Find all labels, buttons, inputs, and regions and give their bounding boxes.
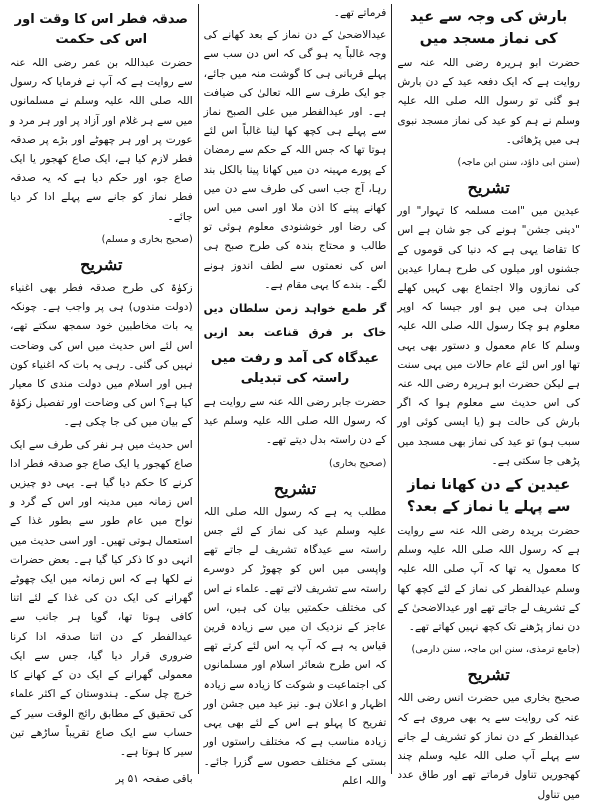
hadith-source: (جامع ترمذی، سنن ابن ماجہ، سنن دارمی)	[411, 644, 580, 656]
tashreeh-heading: تشریح	[80, 255, 123, 275]
explanation-paragraph: مطلب یہ ہے کہ رسول اللہ صلی اللہ علیہ وسلم عید کی نماز کے لئے جس راستہ سے عیدگاہ تشریف لے جاتے تھے واپسی میں اس کو چھوڑ کر دوسرے راستہ سے تشریف لاتے تھے۔ علماء نے اس کی مختلف حکمتیں بیان کی ہیں، اس عاجز کے نزدیک ان میں سے زیادہ قرین قیاس یہ ہے کہ آپ یہ اس لئے کرتے تھے کہ اس طرح شعائر اسلام اور مسلمانوں کی اجتماعیت و شوکت کا زیادہ سے زیادہ اظہار و اعلان ہو۔ نیز عید میں جشن اور تفریح کا پہلو ہے اس کے لئے بھی یہی زیادہ مناسب ہے کہ مختلف راستوں اور بستی کے مختلف حصوں سے گزرا جائے۔ واللہ اعلم	[203, 505, 387, 787]
hadith-ibn-umar: حضرت عبداللہ بن عمر رضی اللہ عنہ سے روایت ہے کہ آپ نے فرمایا کہ رسول اللہ صلی اللہ علیہ وسلم نے مسلمانوں میں سے ہر غلام اور آزاد پر اور ہر مرد و عورت پر اور ہر چھوٹے اور بڑے پر صدقہ فطر لازم کیا ہے، ایک صاع کھجور یا ایک صاع جو، اور حکم دیا ہے کہ یہ صدقہ فطر نماز کو جانے سے پہلے ادا کر دیا جائے۔	[9, 57, 193, 223]
heading-route-change: عیدگاہ کی آمد و رفت میں راستہ کی تبدیلی	[210, 351, 379, 387]
hadith-abu-hurairah: حضرت ابو ہریرہ رضی اللہ عنہ سے روایت ہے کہ ایک دفعہ عید کے دن بارش ہو گئی تو رسول اللہ صلی اللہ علیہ وسلم نے ہم کو عید کی نماز مسجد نبوی ہی میں پڑھائی۔	[397, 57, 580, 146]
column-divider	[198, 4, 199, 774]
heading-rain-eid-prayer: بارش کی وجہ سے عید کی نماز مسجد میں	[409, 9, 568, 47]
explanation-paragraph: اس حدیث میں ہر نفر کی طرف سے ایک صاع کھجور یا ایک صاع جو صدقہ فطر ادا کرنے کا حکم دیا گیا ہے۔ یہی دو چیزیں اس زمانہ میں مدینہ اور اس کے گرد و نواح میں عام طور سے بطور غذا کے استعمال ہوتی تھیں۔ اور اسی حدیث میں انہی دو کا ذکر کیا گیا ہے۔ بعض حضرات نے لکھا ہے کہ اس زمانہ میں ایک چھوٹے گھرانے کی ایک دن کی غذا کے لئے اتنا کافی ہوتا تھا، گویا ہر جانب سے عیدالفطر کے دن اتنا صدقہ ادا کرنا ضروری قرار دیا گیا، جس سے ایک معمولی گھرانے کے ایک دن کے کھانے کا خرچ چل سکے۔ ہندوستان کے اکثر علماء کی تحقیق کے مطابق رائج الوقت سیر کے حساب سے ایک صاع تقریباً ساڑھے تین سیر کا ہوتا ہے۔	[9, 438, 193, 758]
tashreeh-heading: تشریح	[273, 478, 317, 498]
three-column-layout	[6, 4, 584, 801]
column-divider	[391, 4, 392, 774]
explanation-paragraph: عیدین میں "امت مسلمہ کا تہوار" اور "دینی جشن" ہونے کی جو شان ہے اس کا تقاضا یہی ہے کہ دنیا کی قوموں کے جشنوں اور میلوں کی طرح ہمارا عیدین کی نمازوں والا اجتماع بھی کہیں کھلے میدان ہی میں ہو اور جیسا کہ اوپر معلوم ہو چکا رسول اللہ صلی اللہ علیہ وسلم کا عام معمول و دستور بھی یہی تھا اور اس لئے عام حالات میں یہی سنت ہے لیکن حضرت ابو ہریرہ رضی اللہ عنہ کی اس حدیث سے معلوم ہوا کہ اگر بارش کی حالت ہو (یا ایسی کوئی اور سبب ہو) تو عید کی نماز بھی مسجد میں پڑھی جا سکتی ہے۔	[397, 205, 580, 467]
explanation-paragraph: زکوٰۃ کی طرح صدقہ فطر بھی اغنیاء (دولت مندوں) ہی پر واجب ہے۔ چونکہ یہ بات مخاطبین خود سمجھ سکتے تھے، اس لئے اس حدیث میں اس کی وضاحت نہیں کی گئی۔ رہی یہ بات کہ اغنیاء کون ہیں اور اسلام میں دولت مندی کا معیار کیا ہے؟ اس کی وضاحت اور تفصیل زکوٰۃ کے بیان میں کی جا چکی ہے۔	[9, 282, 193, 429]
explanation-paragraph: عیدالاضحیٰ کے دن نماز کے بعد کھانے کی وجہ غالباً یہ ہو گی کہ اس دن سب سے پہلے قربانی ہی کا گوشت منہ میں جائے، جو ایک طرف سے اللہ تعالیٰ کی ضیافت ہے۔ اور عیدالفطر میں علی الصبح نماز سے پہلے ہی کچھ کھا لینا غالباً اس لئے ہوتا تھا کہ جس اللہ کے حکم سے رمضان کے پورے مہینہ دن میں کھانا پینا بالکل بند رہا، آج جب اسی کی طرف سے دن میں کھانے پینے کا اذن ملا اور اسی میں اس کی رضا اور خوشنودی معلوم ہوئی تو طالب و محتاج بندہ کی طرح صبح ہی اس کی نعمتوں سے لطف اندوز ہونے لگے۔ بندے کا یہی مقام ہے۔	[203, 29, 387, 291]
heading-sadaqah-fitr: صدقہ فطر اس کا وقت اور اس کی حکمت	[14, 12, 188, 47]
heading-eating-before-after-prayer: عیدین کے دن کھانا نماز سے پہلے یا نماز کے بعد؟	[406, 477, 571, 516]
column-left	[6, 4, 197, 786]
hadith-buraidah: حضرت بریدہ رضی اللہ عنہ سے روایت ہے کہ رسول اللہ صلی اللہ علیہ وسلم کا معمول یہ تھا کہ آپ صلی اللہ علیہ وسلم عیدالفطر کی نماز کے لئے کچھ کھا کے تشریف لے جاتے تھے اور عیدالاضحیٰ کے دن نماز پڑھنے تک کچھ نہیں کھاتے تھے۔	[397, 525, 580, 634]
hadith-source: (صحیح بخاری و مسلم)	[101, 233, 193, 245]
continued-text: فرماتے تھے۔	[333, 7, 387, 19]
tashreeh-heading: تشریح	[467, 665, 510, 685]
column-middle	[200, 4, 391, 787]
hadith-source: (سنن ابی داؤد، سنن ابن ماجہ)	[457, 157, 580, 169]
tashreeh-heading: تشریح	[467, 178, 510, 198]
persian-couplet-line: خاک بر فرق قناعت بعد ازیں	[203, 326, 387, 340]
explanation-paragraph: صحیح بخاری میں حضرت انس رضی اللہ عنہ کی روایت سے یہ بھی مروی ہے کہ عیدالفطر کے دن نماز کو تشریف لے جانے سے پہلے آپ صلی اللہ علیہ وسلم چند کھجوریں تناول فرماتے تھے اور طاق عدد میں تناول	[397, 692, 580, 801]
hadith-source: (صحیح بخاری)	[329, 457, 387, 469]
continued-on-page-note: باقی صفحہ ۵۱ پر	[115, 773, 193, 786]
column-right	[393, 4, 584, 801]
hadith-jabir: حضرت جابر رضی اللہ عنہ سے روایت ہے کہ رسول اللہ صلی اللہ علیہ وسلم عید کے دن راستہ بدل دیتے تھے۔	[203, 396, 387, 447]
persian-couplet-line: گر طمع خواہد زمن سلطان دیں	[203, 302, 387, 316]
